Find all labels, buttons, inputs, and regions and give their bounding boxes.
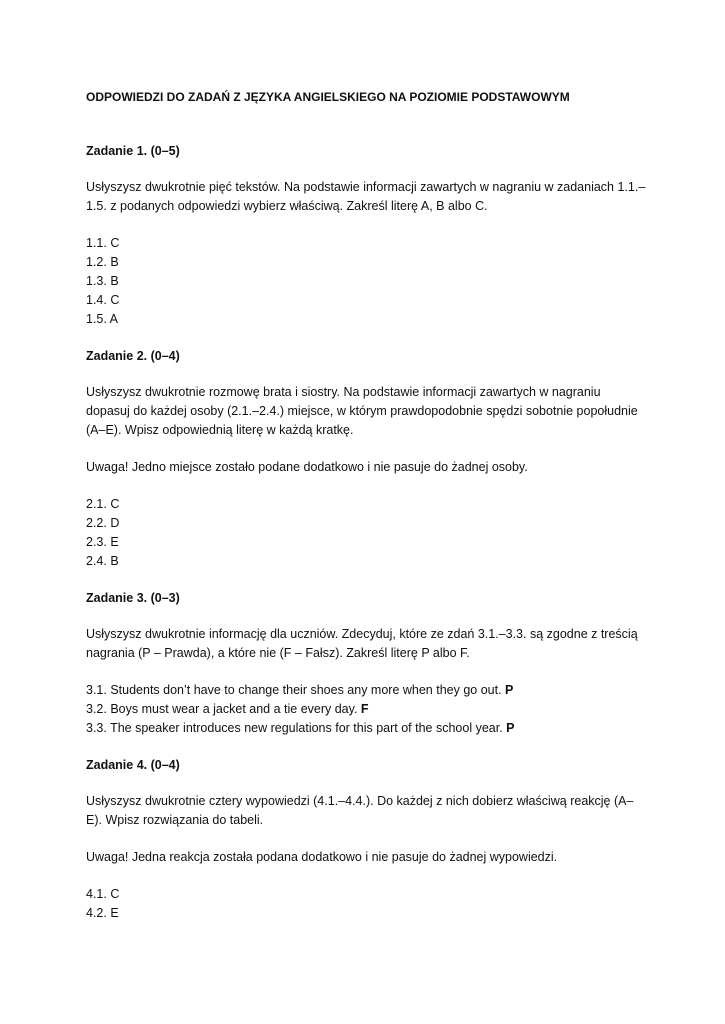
task-4-answers [86, 885, 646, 923]
task-4-heading: Zadanie 4. (0–4) [86, 758, 180, 772]
task-2-heading: Zadanie 2. (0–4) [86, 349, 180, 363]
answer-item: 2.4. B [86, 554, 119, 568]
task-1-heading: Zadanie 1. (0–5) [86, 144, 180, 158]
answer-key-page [86, 88, 646, 941]
statement-item [86, 719, 646, 738]
statement-answer: F [360, 702, 369, 716]
task-1-instruction: Usłyszysz dwukrotnie pięć tekstów. Na podstawie informacji zawartych w nagraniu w zadaniach 1.1.– 1.5. z podanych odpowiedzi wybierz właściwą. Zakreśl literę A, B albo C. [86, 180, 646, 213]
statement-answer: P [506, 721, 515, 735]
answer-item: 2.1. C [86, 497, 120, 511]
statement-item [86, 681, 646, 700]
statement-text: 3.3. The speaker introduces new regulations for this part of the school year. [86, 721, 503, 735]
statement-item [86, 700, 646, 719]
answer-item: 1.3. B [86, 274, 119, 288]
task-2-instruction: Usłyszysz dwukrotnie rozmowę brata i siostry. Na podstawie informacji zawartych w nagraniu dopasuj do każdej osoby (2.1.–2.4.) miejsce, w którym prawdopodobnie spędzi sobotnie popołudnie (A–E). Wpisz odpowiednią literę w każdą kratkę. [86, 385, 638, 437]
task-1-section [86, 142, 646, 329]
answer-item: 4.2. E [86, 906, 119, 920]
answer-item: 1.2. B [86, 255, 119, 269]
task-1-answers [86, 234, 646, 329]
task-2-note: Uwaga! Jedno miejsce zostało podane dodatkowo i nie pasuje do żadnej osoby. [86, 460, 528, 474]
answer-item: 1.4. C [86, 293, 120, 307]
answer-item: 4.1. C [86, 887, 120, 901]
task-4-note: Uwaga! Jedna reakcja została podana dodatkowo i nie pasuje do żadnej wypowiedzi. [86, 850, 558, 864]
statement-answer: P [505, 683, 514, 697]
task-4-section [86, 756, 646, 923]
task-3-heading: Zadanie 3. (0–3) [86, 591, 180, 605]
statement-text: 3.2. Boys must wear a jacket and a tie every day. [86, 702, 358, 716]
answer-item: 1.1. C [86, 236, 120, 250]
task-3-instruction: Usłyszysz dwukrotnie informację dla uczniów. Zdecyduj, które ze zdań 3.1.–3.3. są zgodne z treścią nagrania (P – Prawda), a które nie (F – Fałsz). Zakreśl literę P albo F. [86, 627, 638, 660]
answer-item: 1.5. A [86, 312, 118, 326]
task-2-section [86, 347, 646, 571]
task-3-answers [86, 681, 646, 738]
task-3-section [86, 589, 646, 738]
statement-text: 3.1. Students don’t have to change their shoes any more when they go out. [86, 683, 502, 697]
answer-item: 2.2. D [86, 516, 120, 530]
document-title: ODPOWIEDZI DO ZADAŃ Z JĘZYKA ANGIELSKIEGO NA POZIOMIE PODSTAWOWYM [86, 90, 570, 104]
task-2-answers [86, 495, 646, 571]
task-4-instruction: Usłyszysz dwukrotnie cztery wypowiedzi (4.1.–4.4.). Do każdej z nich dobierz właściwą reakcję (A–E). Wpisz rozwiązania do tabeli. [86, 794, 634, 827]
answer-item: 2.3. E [86, 535, 119, 549]
